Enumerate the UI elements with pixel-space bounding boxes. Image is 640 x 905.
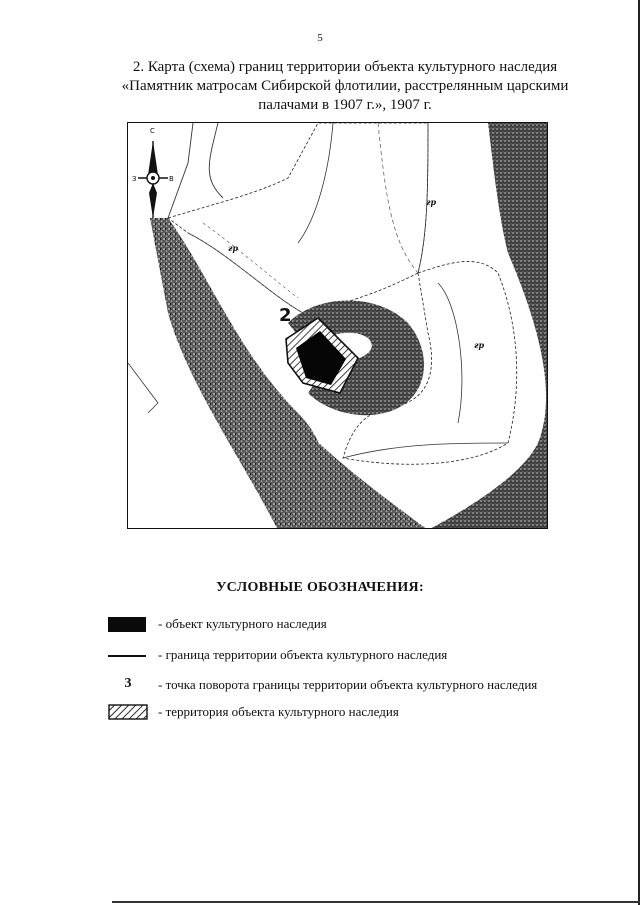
black-square-icon (108, 617, 146, 632)
compass-east-label: В (169, 175, 174, 183)
scan-edge (112, 901, 640, 903)
legend-item-boundary (0, 645, 640, 667)
zone-label-2: гр (426, 197, 437, 207)
boundary-map (127, 122, 548, 529)
compass-north-label: С (150, 127, 155, 135)
legend-item-heritage-object (0, 614, 640, 636)
compass-rose (132, 127, 174, 218)
legend-heading: УСЛОВНЫЕ ОБОЗНАЧЕНИЯ: (216, 580, 424, 595)
map-title-line-1: 2. Карта (схема) границ территории объекта культурного наследия (132, 59, 558, 75)
legend-item-text: - точка поворота границы территории объекта культурного наследия (158, 677, 538, 692)
map-title (110, 58, 580, 115)
legend-item-text: - территория объекта культурного наследия (158, 704, 399, 719)
compass-west-label: З (132, 175, 137, 183)
zone-label-3: гр (474, 340, 485, 350)
legend-item-text: - объект культурного наследия (158, 616, 327, 631)
turn-point-label: 2 (279, 305, 292, 326)
zone-label-1: гр (228, 243, 239, 253)
boundary-line-icon (108, 655, 146, 657)
page-number: 5 (317, 32, 323, 44)
hatch-pattern-icon (108, 704, 150, 724)
legend-item-territory (0, 702, 640, 724)
legend-item-text: - граница территории объекта культурного наследия (158, 647, 448, 662)
legend-item-turn-point (0, 675, 640, 697)
turn-point-number: 3 (124, 676, 132, 691)
map-title-line-3: палачами в 1907 г.», 1907 г. (258, 97, 432, 113)
map-title-line-2: «Памятник матросам Сибирской флотилии, расстрелянным царскими (121, 78, 569, 94)
boundary-map-drawing (128, 123, 548, 529)
